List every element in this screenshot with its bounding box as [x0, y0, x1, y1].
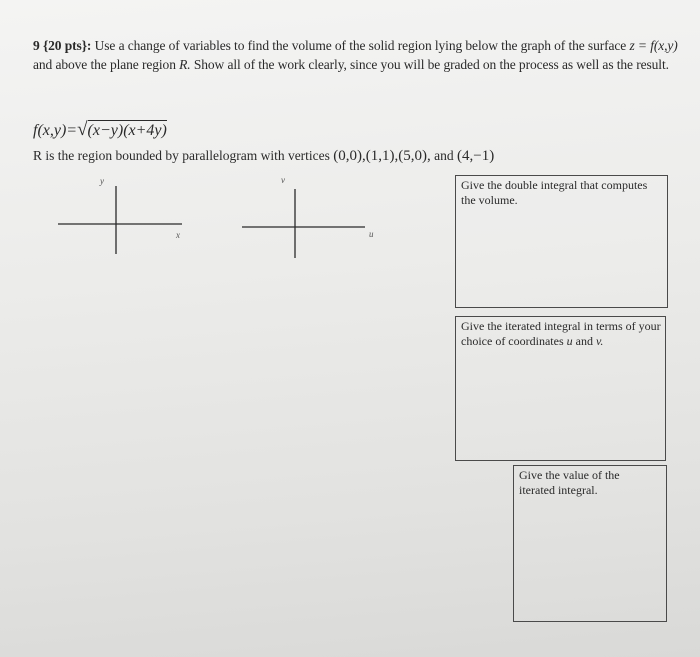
v-variable: v. [595, 334, 604, 348]
region-vertices: (0,0),(1,1),(5,0), [333, 148, 431, 164]
problem-text-2: and above the plane region [33, 57, 176, 72]
region-and: and [434, 148, 454, 163]
iterated-integral-prompt [461, 319, 666, 349]
iterated-integral-answer-box[interactable] [455, 316, 666, 461]
xy-axes [58, 186, 182, 254]
uv-axes [242, 189, 365, 258]
function-lhs: f(x,y)= [33, 122, 78, 139]
and-text: and [575, 334, 593, 348]
sqrt-symbol: √ [77, 119, 88, 140]
iterated-integral-prompt-text: Give the iterated integral in terms of your choice of coordinates [461, 319, 661, 348]
v-axis-label: v [281, 175, 285, 185]
double-integral-prompt: Give the double integral that computes the volume. [461, 178, 648, 207]
integral-value-prompt: Give the value of the iterated integral. [519, 468, 620, 497]
integral-value-answer-box[interactable] [513, 465, 667, 622]
problem-points: {20 pts}: [42, 38, 92, 53]
function-radicand: (x−y)(x+4y) [87, 122, 167, 139]
region-text: R is the region bounded by parallelogram with vertices [33, 148, 330, 163]
x-axis-label: x [176, 230, 180, 240]
u-variable: u [566, 334, 573, 348]
double-integral-answer-box[interactable] [455, 175, 668, 308]
problem-text-4: as well as the result. [561, 57, 669, 72]
surface-equation: z = f(x,y) [629, 38, 678, 53]
u-axis-label: u [369, 229, 374, 239]
y-axis-label: y [100, 176, 104, 186]
problem-text-3: Show all of the work clearly, since you will be graded on the process [193, 57, 559, 72]
problem-number: 9 [33, 38, 40, 53]
region-last-vertex: (4,−1) [457, 148, 495, 164]
region-variable: R. [179, 57, 191, 72]
problem-text-1: Use a change of variables to find the volume of the solid region lying below the graph of the surface [94, 38, 627, 53]
